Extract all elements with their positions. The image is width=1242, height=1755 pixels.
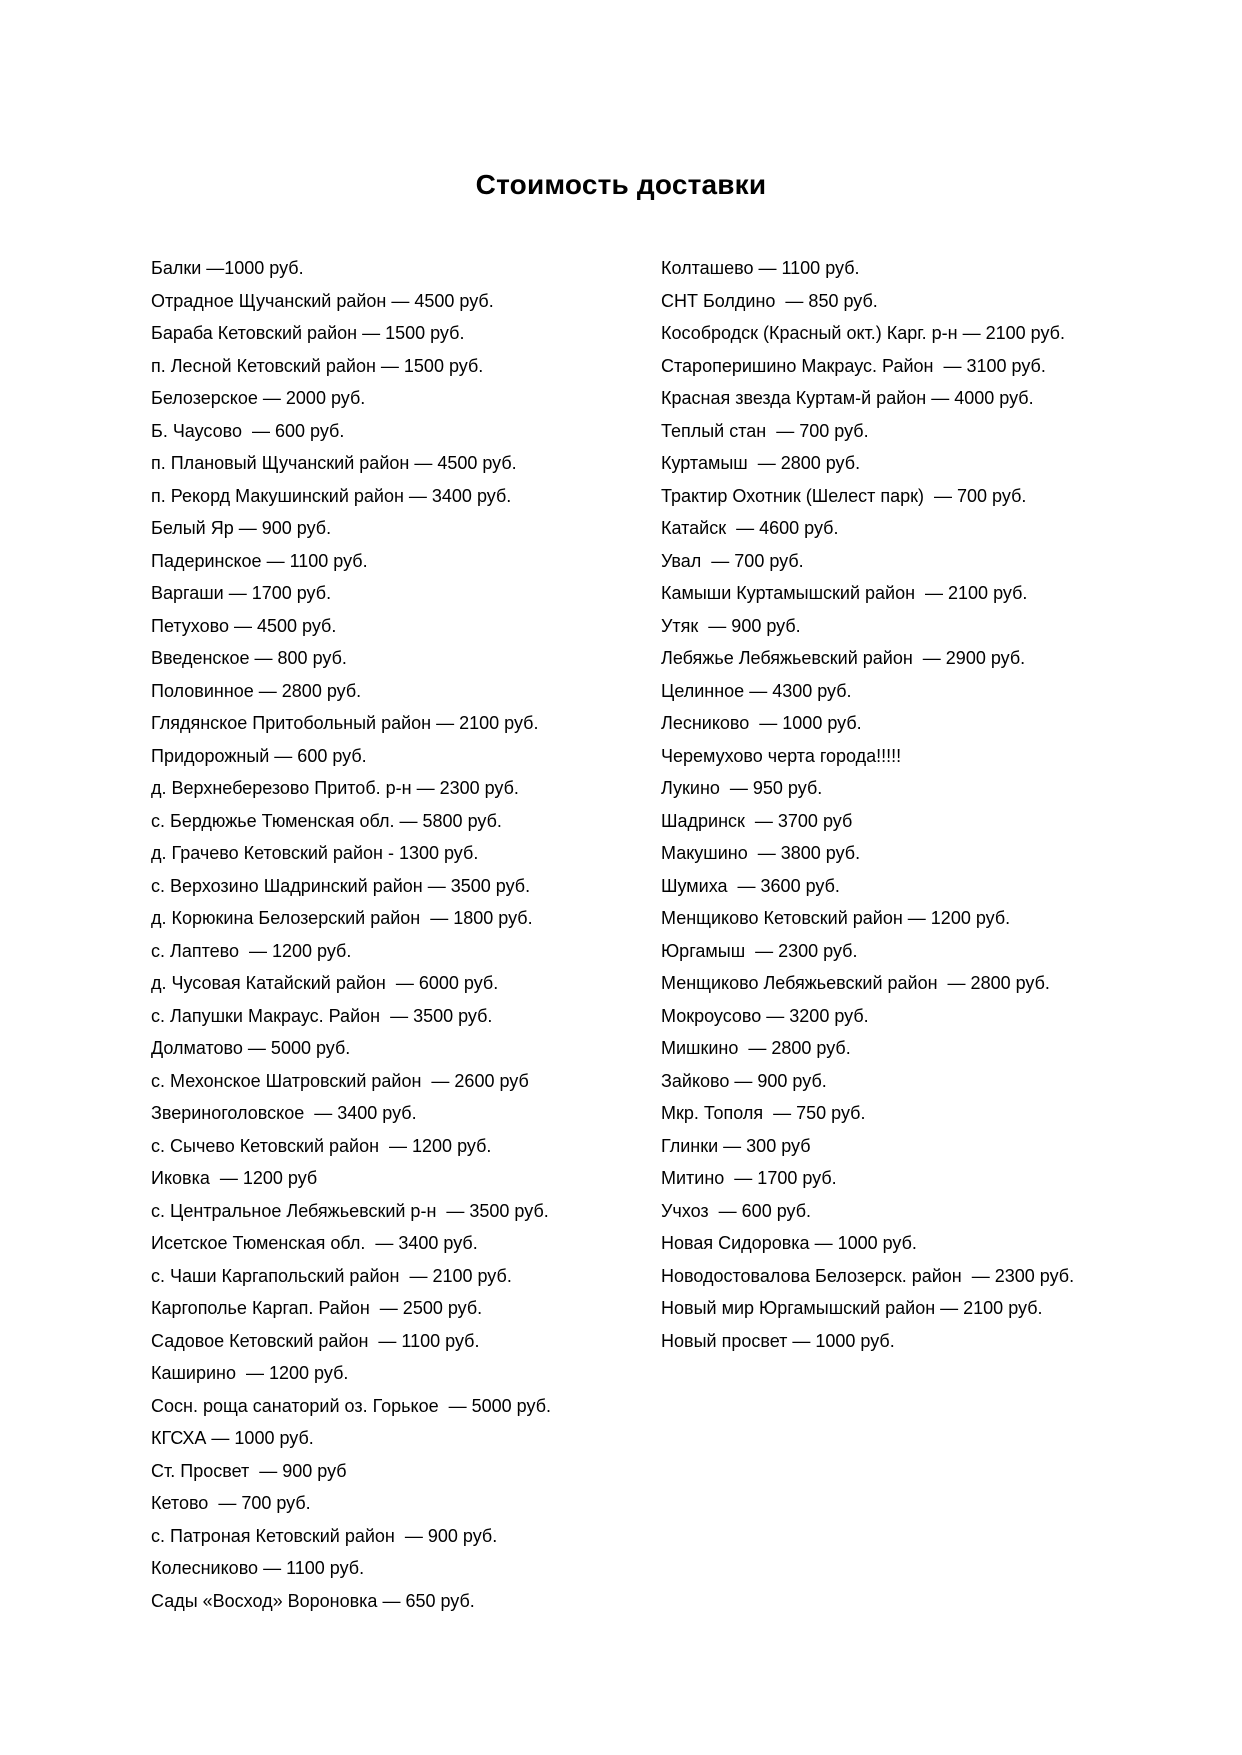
delivery-price-item: Колташево — 1100 руб. (661, 258, 860, 278)
delivery-price-item: Целинное — 4300 руб. (661, 680, 852, 701)
delivery-price-item: Лесниково — 1000 руб. (661, 713, 862, 733)
delivery-price-item: Новая Сидоровка — 1000 руб. (661, 1233, 917, 1253)
delivery-list-right (661, 252, 1221, 1357)
delivery-price-item: Петухово — 4500 руб. (151, 615, 337, 636)
delivery-price-item: Катайск — 4600 руб. (661, 518, 839, 538)
delivery-price-item: с. Центральное Лебяжьевский р-н — 3500 руб. (151, 1200, 549, 1221)
delivery-price-item: Увал — 700 руб. (661, 550, 804, 571)
delivery-price-item: Белозерское — 2000 руб. (151, 388, 366, 408)
delivery-price-item: Юргамыш — 2300 руб. (661, 940, 858, 961)
delivery-price-item: Староперишино Макраус. Район — 3100 руб. (661, 355, 1046, 376)
delivery-price-item: Ст. Просвет — 900 руб (151, 1460, 347, 1481)
delivery-price-item: с. Бердюжье Тюменская обл. — 5800 руб. (151, 810, 502, 831)
delivery-price-item: п. Рекорд Макушинский район — 3400 руб. (151, 485, 512, 506)
delivery-price-item: Трактир Охотник (Шелест парк) — 700 руб. (661, 485, 1027, 506)
delivery-price-item: Куртамыш — 2800 руб. (661, 453, 861, 473)
delivery-price-item: Каргополье Каргап. Район — 2500 руб. (151, 1298, 483, 1318)
delivery-price-item: Лебяжье Лебяжьевский район — 2900 руб. (661, 648, 1026, 668)
delivery-price-item: Новый просвет — 1000 руб. (661, 1330, 895, 1351)
delivery-price-item: Введенское — 800 руб. (151, 648, 347, 668)
delivery-price-item: Учхоз — 600 руб. (661, 1200, 812, 1221)
delivery-price-item: Мкр. Тополя — 750 руб. (661, 1103, 866, 1123)
delivery-price-item: Кособродск (Красный окт.) Карг. р-н — 2100 руб. (661, 323, 1065, 343)
delivery-price-item: Красная звезда Куртам-й район — 4000 руб. (661, 388, 1034, 408)
delivery-price-item: Мокроусово — 3200 руб. (661, 1005, 869, 1026)
delivery-price-item: п. Плановый Щучанский район — 4500 руб. (151, 453, 517, 473)
delivery-price-item: Белый Яр — 900 руб. (151, 518, 332, 538)
delivery-price-item: Исетское Тюменская обл. — 3400 руб. (151, 1233, 478, 1253)
delivery-price-item: Менщиково Лебяжьевский район — 2800 руб. (661, 973, 1050, 993)
delivery-price-item: Каширино — 1200 руб. (151, 1363, 349, 1383)
delivery-price-item: Шумиха — 3600 руб. (661, 875, 840, 896)
delivery-price-item: Теплый стан — 700 руб. (661, 420, 869, 441)
delivery-price-item: Митино — 1700 руб. (661, 1168, 837, 1188)
delivery-price-item: Глядянское Притобольный район — 2100 руб. (151, 713, 539, 733)
delivery-price-item: Шадринск — 3700 руб (661, 810, 853, 831)
delivery-price-item: Половинное — 2800 руб. (151, 680, 362, 701)
delivery-price-item: Утяк — 900 руб. (661, 615, 801, 636)
delivery-price-item: Макушино — 3800 руб. (661, 843, 861, 863)
delivery-price-item: с. Верхозино Шадринский район — 3500 руб. (151, 875, 531, 896)
delivery-price-item: Б. Чаусово — 600 руб. (151, 420, 345, 441)
delivery-price-item: Камыши Куртамышский район — 2100 руб. (661, 583, 1028, 603)
delivery-price-item: с. Лаптево — 1200 руб. (151, 940, 352, 961)
delivery-price-item: Балки —1000 руб. (151, 258, 304, 278)
delivery-price-item: Придорожный — 600 руб. (151, 745, 367, 766)
delivery-price-item: Бараба Кетовский район — 1500 руб. (151, 323, 465, 343)
delivery-price-item: с. Сычево Кетовский район — 1200 руб. (151, 1135, 492, 1156)
page-title: Стоимость доставки (475, 168, 767, 200)
delivery-price-item: с. Чаши Каргапольский район — 2100 руб. (151, 1265, 512, 1286)
delivery-price-item: Мишкино — 2800 руб. (661, 1038, 851, 1058)
delivery-price-item: Садовое Кетовский район — 1100 руб. (151, 1330, 480, 1351)
delivery-price-item: КГСХА — 1000 руб. (151, 1428, 314, 1448)
delivery-price-item: Долматово — 5000 руб. (151, 1038, 351, 1058)
delivery-price-item: Варгаши — 1700 руб. (151, 583, 332, 603)
delivery-price-item: Черемухово черта города!!!!! (661, 745, 902, 766)
delivery-price-item: д. Грачево Кетовский район - 1300 руб. (151, 843, 479, 863)
delivery-price-item: Колесниково — 1100 руб. (151, 1558, 365, 1578)
delivery-price-item: Менщиково Кетовский район — 1200 руб. (661, 908, 1011, 928)
delivery-price-item: Сосн. роща санаторий оз. Горькое — 5000 руб. (151, 1395, 552, 1416)
delivery-price-item: с. Патроная Кетовский район — 900 руб. (151, 1525, 498, 1546)
delivery-price-item: д. Чусовая Катайский район — 6000 руб. (151, 973, 499, 993)
delivery-price-item: с. Мехонское Шатровский район — 2600 руб (151, 1070, 529, 1091)
delivery-price-item: Звериноголовское — 3400 руб. (151, 1103, 417, 1123)
delivery-price-item: Лукино — 950 руб. (661, 778, 823, 798)
delivery-price-item: СНТ Болдино — 850 руб. (661, 290, 878, 311)
delivery-price-item: Кетово — 700 руб. (151, 1493, 311, 1513)
delivery-price-item: Новодостовалова Белозерск. район — 2300 руб. (661, 1265, 1075, 1286)
delivery-price-item: Новый мир Юргамышский район — 2100 руб. (661, 1298, 1043, 1318)
delivery-price-item: Иковка — 1200 руб (151, 1168, 318, 1188)
delivery-price-item: Глинки — 300 руб (661, 1135, 811, 1156)
delivery-price-item: д. Корюкина Белозерский район — 1800 руб. (151, 908, 533, 928)
delivery-list-left (151, 252, 651, 1617)
delivery-price-item: Падеринское — 1100 руб. (151, 550, 368, 571)
delivery-price-item: Сады «Восход» Вороновка — 650 руб. (151, 1590, 475, 1611)
delivery-price-item: Зайково — 900 руб. (661, 1070, 827, 1091)
delivery-price-item: с. Лапушки Макраус. Район — 3500 руб. (151, 1005, 493, 1026)
delivery-price-item: п. Лесной Кетовский район — 1500 руб. (151, 355, 484, 376)
delivery-price-item: Отрадное Щучанский район — 4500 руб. (151, 290, 494, 311)
delivery-price-item: д. Верхнеберезово Притоб. р-н — 2300 руб. (151, 778, 519, 798)
